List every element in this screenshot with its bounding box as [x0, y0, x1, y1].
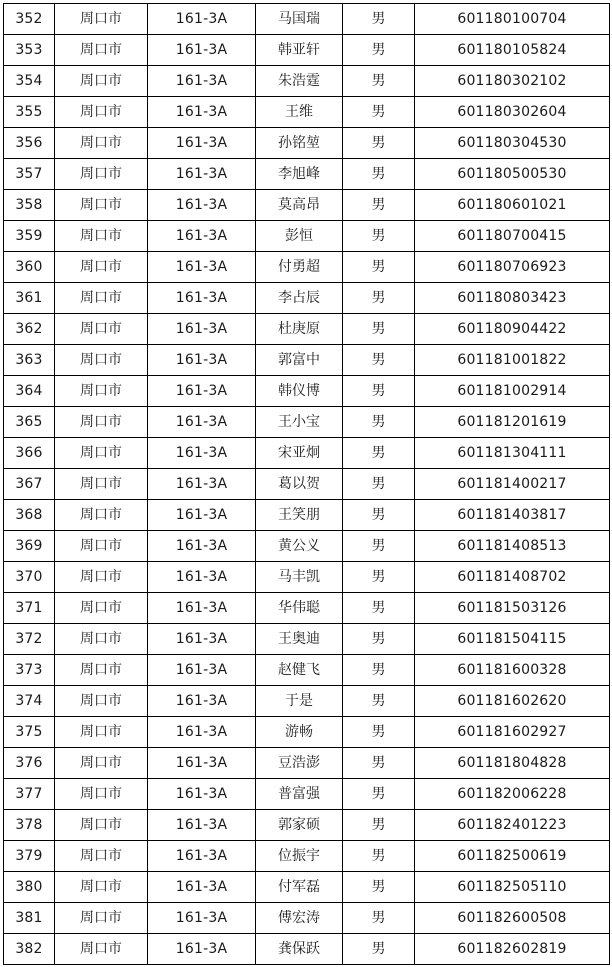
code-cell: 161-3A [148, 190, 256, 221]
name-cell: 朱浩霆 [256, 66, 343, 97]
id-number-cell: 601181400217 [415, 469, 610, 500]
code-cell: 161-3A [148, 159, 256, 190]
city-cell: 周口市 [55, 376, 148, 407]
id-number-cell: 601180302102 [415, 66, 610, 97]
name-cell: 王维 [256, 97, 343, 128]
row-number-cell: 357 [4, 159, 55, 190]
table-row [4, 128, 610, 159]
table-row [4, 314, 610, 345]
table-row [4, 655, 610, 686]
row-number-cell: 374 [4, 686, 55, 717]
table-row [4, 562, 610, 593]
id-number-cell: 601180500530 [415, 159, 610, 190]
table-row [4, 872, 610, 903]
name-cell: 李占辰 [256, 283, 343, 314]
code-cell: 161-3A [148, 345, 256, 376]
code-cell: 161-3A [148, 531, 256, 562]
table-row [4, 345, 610, 376]
id-number-cell: 601180105824 [415, 35, 610, 66]
id-number-cell: 601181602620 [415, 686, 610, 717]
gender-cell: 男 [343, 314, 415, 345]
code-cell: 161-3A [148, 66, 256, 97]
gender-cell: 男 [343, 438, 415, 469]
code-cell: 161-3A [148, 748, 256, 779]
city-cell: 周口市 [55, 345, 148, 376]
code-cell: 161-3A [148, 841, 256, 872]
name-cell: 付军磊 [256, 872, 343, 903]
gender-cell: 男 [343, 810, 415, 841]
id-number-cell: 601180904422 [415, 314, 610, 345]
table-row [4, 469, 610, 500]
code-cell: 161-3A [148, 4, 256, 35]
name-cell: 豆浩澎 [256, 748, 343, 779]
id-number-cell: 601181403817 [415, 500, 610, 531]
row-number-cell: 369 [4, 531, 55, 562]
city-cell: 周口市 [55, 221, 148, 252]
city-cell: 周口市 [55, 717, 148, 748]
city-cell: 周口市 [55, 97, 148, 128]
id-number-cell: 601181804828 [415, 748, 610, 779]
gender-cell: 男 [343, 97, 415, 128]
id-number-cell: 601182401223 [415, 810, 610, 841]
table-row [4, 903, 610, 934]
name-cell: 傅宏涛 [256, 903, 343, 934]
code-cell: 161-3A [148, 469, 256, 500]
row-number-cell: 371 [4, 593, 55, 624]
city-cell: 周口市 [55, 159, 148, 190]
name-cell: 杜庚原 [256, 314, 343, 345]
id-number-cell: 601181504115 [415, 624, 610, 655]
id-number-cell: 601180100704 [415, 4, 610, 35]
row-number-cell: 370 [4, 562, 55, 593]
gender-cell: 男 [343, 345, 415, 376]
code-cell: 161-3A [148, 35, 256, 66]
name-cell: 葛以贺 [256, 469, 343, 500]
city-cell: 周口市 [55, 934, 148, 965]
city-cell: 周口市 [55, 35, 148, 66]
name-cell: 彭恒 [256, 221, 343, 252]
gender-cell: 男 [343, 407, 415, 438]
table-row [4, 500, 610, 531]
code-cell: 161-3A [148, 128, 256, 159]
city-cell: 周口市 [55, 810, 148, 841]
city-cell: 周口市 [55, 128, 148, 159]
gender-cell: 男 [343, 66, 415, 97]
code-cell: 161-3A [148, 221, 256, 252]
code-cell: 161-3A [148, 438, 256, 469]
city-cell: 周口市 [55, 500, 148, 531]
city-cell: 周口市 [55, 779, 148, 810]
gender-cell: 男 [343, 376, 415, 407]
name-cell: 马国瑞 [256, 4, 343, 35]
city-cell: 周口市 [55, 66, 148, 97]
table-row [4, 190, 610, 221]
code-cell: 161-3A [148, 717, 256, 748]
city-cell: 周口市 [55, 314, 148, 345]
row-number-cell: 380 [4, 872, 55, 903]
id-number-cell: 601180302604 [415, 97, 610, 128]
row-number-cell: 361 [4, 283, 55, 314]
id-number-cell: 601181304111 [415, 438, 610, 469]
code-cell: 161-3A [148, 562, 256, 593]
name-cell: 王小宝 [256, 407, 343, 438]
table-row [4, 810, 610, 841]
city-cell: 周口市 [55, 748, 148, 779]
city-cell: 周口市 [55, 593, 148, 624]
row-number-cell: 365 [4, 407, 55, 438]
name-cell: 莫高昂 [256, 190, 343, 221]
row-number-cell: 362 [4, 314, 55, 345]
code-cell: 161-3A [148, 500, 256, 531]
row-number-cell: 363 [4, 345, 55, 376]
gender-cell: 男 [343, 35, 415, 66]
roster-table [3, 3, 610, 965]
id-number-cell: 601181001822 [415, 345, 610, 376]
row-number-cell: 358 [4, 190, 55, 221]
gender-cell: 男 [343, 717, 415, 748]
row-number-cell: 382 [4, 934, 55, 965]
code-cell: 161-3A [148, 97, 256, 128]
code-cell: 161-3A [148, 314, 256, 345]
row-number-cell: 364 [4, 376, 55, 407]
code-cell: 161-3A [148, 252, 256, 283]
code-cell: 161-3A [148, 655, 256, 686]
gender-cell: 男 [343, 252, 415, 283]
city-cell: 周口市 [55, 655, 148, 686]
gender-cell: 男 [343, 593, 415, 624]
id-number-cell: 601182500619 [415, 841, 610, 872]
name-cell: 王笑朋 [256, 500, 343, 531]
code-cell: 161-3A [148, 872, 256, 903]
table-row [4, 159, 610, 190]
row-number-cell: 376 [4, 748, 55, 779]
name-cell: 李旭峰 [256, 159, 343, 190]
table-row [4, 407, 610, 438]
gender-cell: 男 [343, 779, 415, 810]
gender-cell: 男 [343, 221, 415, 252]
gender-cell: 男 [343, 128, 415, 159]
table-row [4, 252, 610, 283]
table-row [4, 4, 610, 35]
table-row [4, 283, 610, 314]
city-cell: 周口市 [55, 531, 148, 562]
roster-table-body [4, 4, 610, 965]
id-number-cell: 601181602927 [415, 717, 610, 748]
city-cell: 周口市 [55, 624, 148, 655]
gender-cell: 男 [343, 841, 415, 872]
code-cell: 161-3A [148, 624, 256, 655]
gender-cell: 男 [343, 903, 415, 934]
id-number-cell: 601182006228 [415, 779, 610, 810]
table-row [4, 593, 610, 624]
row-number-cell: 375 [4, 717, 55, 748]
name-cell: 马丰凯 [256, 562, 343, 593]
id-number-cell: 601181201619 [415, 407, 610, 438]
table-row [4, 66, 610, 97]
id-number-cell: 601180803423 [415, 283, 610, 314]
name-cell: 黄公义 [256, 531, 343, 562]
table-row [4, 376, 610, 407]
name-cell: 孙铭堃 [256, 128, 343, 159]
name-cell: 位振宇 [256, 841, 343, 872]
id-number-cell: 601181002914 [415, 376, 610, 407]
gender-cell: 男 [343, 190, 415, 221]
name-cell: 普富强 [256, 779, 343, 810]
row-number-cell: 372 [4, 624, 55, 655]
city-cell: 周口市 [55, 686, 148, 717]
row-number-cell: 366 [4, 438, 55, 469]
city-cell: 周口市 [55, 4, 148, 35]
table-row [4, 531, 610, 562]
row-number-cell: 353 [4, 35, 55, 66]
code-cell: 161-3A [148, 934, 256, 965]
gender-cell: 男 [343, 500, 415, 531]
table-row [4, 686, 610, 717]
row-number-cell: 381 [4, 903, 55, 934]
row-number-cell: 368 [4, 500, 55, 531]
name-cell: 韩亚轩 [256, 35, 343, 66]
row-number-cell: 379 [4, 841, 55, 872]
gender-cell: 男 [343, 686, 415, 717]
row-number-cell: 360 [4, 252, 55, 283]
name-cell: 赵健飞 [256, 655, 343, 686]
code-cell: 161-3A [148, 407, 256, 438]
name-cell: 于是 [256, 686, 343, 717]
gender-cell: 男 [343, 159, 415, 190]
id-number-cell: 601182505110 [415, 872, 610, 903]
id-number-cell: 601181408702 [415, 562, 610, 593]
name-cell: 龚保跃 [256, 934, 343, 965]
row-number-cell: 354 [4, 66, 55, 97]
id-number-cell: 601180700415 [415, 221, 610, 252]
gender-cell: 男 [343, 562, 415, 593]
row-number-cell: 359 [4, 221, 55, 252]
code-cell: 161-3A [148, 593, 256, 624]
city-cell: 周口市 [55, 562, 148, 593]
name-cell: 郭家硕 [256, 810, 343, 841]
name-cell: 宋亚炯 [256, 438, 343, 469]
city-cell: 周口市 [55, 872, 148, 903]
gender-cell: 男 [343, 872, 415, 903]
table-row [4, 624, 610, 655]
table-row [4, 97, 610, 128]
city-cell: 周口市 [55, 841, 148, 872]
name-cell: 王奥迪 [256, 624, 343, 655]
id-number-cell: 601181600328 [415, 655, 610, 686]
code-cell: 161-3A [148, 283, 256, 314]
row-number-cell: 367 [4, 469, 55, 500]
gender-cell: 男 [343, 469, 415, 500]
row-number-cell: 373 [4, 655, 55, 686]
city-cell: 周口市 [55, 190, 148, 221]
code-cell: 161-3A [148, 903, 256, 934]
name-cell: 付勇超 [256, 252, 343, 283]
table-row [4, 748, 610, 779]
table-row [4, 717, 610, 748]
id-number-cell: 601180601021 [415, 190, 610, 221]
table-row [4, 779, 610, 810]
row-number-cell: 356 [4, 128, 55, 159]
table-row [4, 934, 610, 965]
id-number-cell: 601182600508 [415, 903, 610, 934]
code-cell: 161-3A [148, 810, 256, 841]
gender-cell: 男 [343, 655, 415, 686]
city-cell: 周口市 [55, 438, 148, 469]
row-number-cell: 377 [4, 779, 55, 810]
id-number-cell: 601181408513 [415, 531, 610, 562]
city-cell: 周口市 [55, 469, 148, 500]
gender-cell: 男 [343, 4, 415, 35]
table-row [4, 841, 610, 872]
name-cell: 韩仪博 [256, 376, 343, 407]
id-number-cell: 601182602819 [415, 934, 610, 965]
code-cell: 161-3A [148, 686, 256, 717]
gender-cell: 男 [343, 283, 415, 314]
code-cell: 161-3A [148, 376, 256, 407]
name-cell: 郭富中 [256, 345, 343, 376]
id-number-cell: 601180706923 [415, 252, 610, 283]
id-number-cell: 601180304530 [415, 128, 610, 159]
row-number-cell: 378 [4, 810, 55, 841]
code-cell: 161-3A [148, 779, 256, 810]
gender-cell: 男 [343, 934, 415, 965]
name-cell: 游畅 [256, 717, 343, 748]
row-number-cell: 352 [4, 4, 55, 35]
table-row [4, 35, 610, 66]
row-number-cell: 355 [4, 97, 55, 128]
table-row [4, 221, 610, 252]
gender-cell: 男 [343, 748, 415, 779]
id-number-cell: 601181503126 [415, 593, 610, 624]
gender-cell: 男 [343, 531, 415, 562]
city-cell: 周口市 [55, 252, 148, 283]
city-cell: 周口市 [55, 407, 148, 438]
table-row [4, 438, 610, 469]
city-cell: 周口市 [55, 283, 148, 314]
city-cell: 周口市 [55, 903, 148, 934]
gender-cell: 男 [343, 624, 415, 655]
name-cell: 华伟聪 [256, 593, 343, 624]
